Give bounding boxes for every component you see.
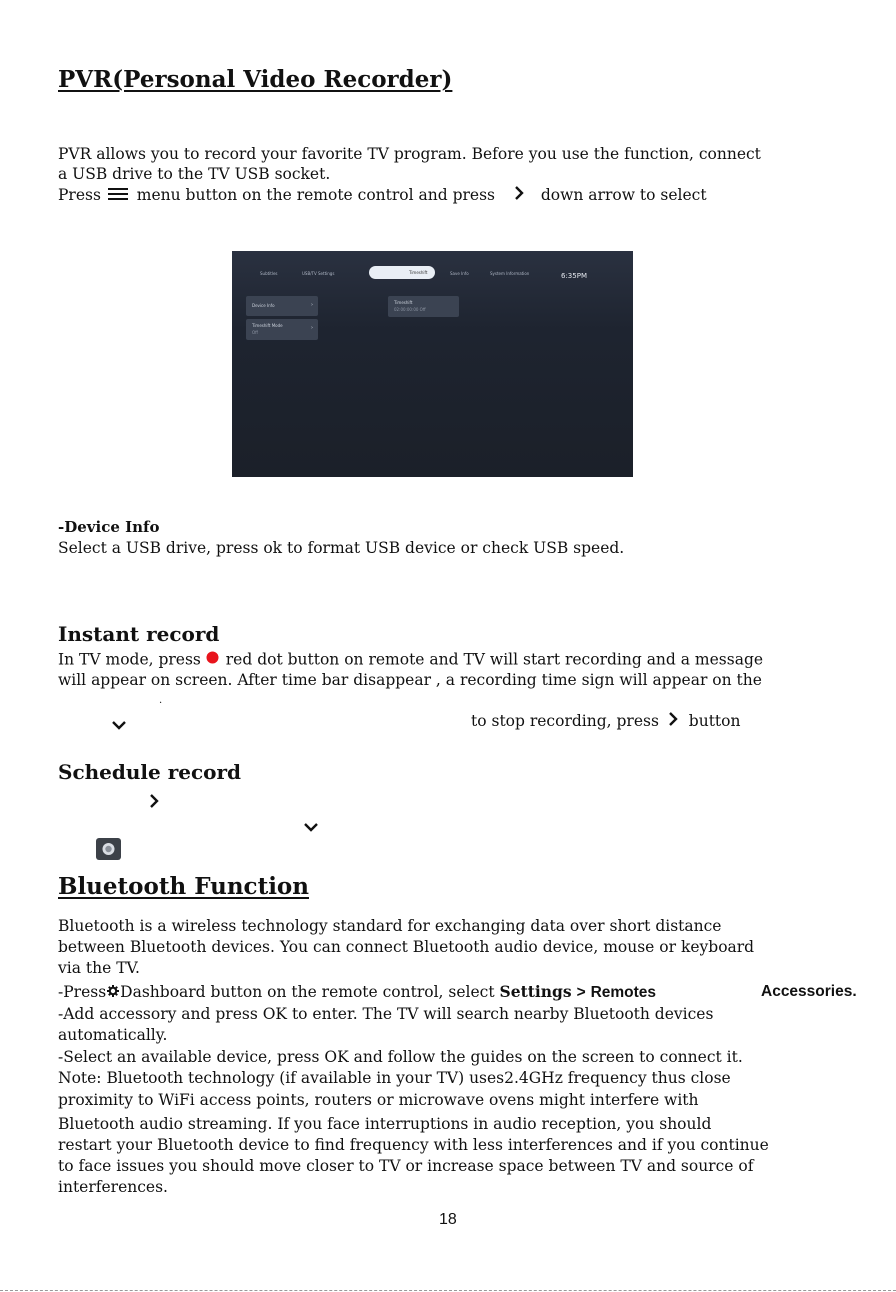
instant-record-text: red dot button on remote and TV will start recording and a message: [225, 650, 764, 669]
tv-screenshot: [232, 251, 633, 477]
instant-record-heading: Instant record: [58, 622, 220, 646]
settings-label: Settings: [499, 982, 572, 1001]
device-info-heading: -Device Info: [58, 518, 160, 536]
tv-card-label: Timeshift: [394, 300, 413, 305]
bluetooth-line: restart your Bluetooth device to find frequency with less interferences and if you continue: [58, 1136, 769, 1154]
bluetooth-line: via the TV.: [58, 959, 140, 977]
device-info-text: Select a USB drive, press ok to format USB device or check USB speed.: [58, 539, 625, 557]
pvr-title: PVR(Personal Video Recorder): [58, 66, 453, 93]
bluetooth-title: Bluetooth Function: [58, 873, 309, 900]
instant-record-line: [471, 711, 740, 733]
tv-tab: System Information: [490, 271, 530, 276]
bluetooth-line: between Bluetooth devices. You can connect Bluetooth audio device, mouse or keyboard: [58, 938, 755, 956]
instant-record-line: will appear on screen. After time bar disappear , a recording time sign will appear on the: [58, 671, 762, 689]
tv-card-label: Timeshift Mode: [252, 323, 283, 328]
tv-tab-label: Timeshift: [409, 270, 428, 275]
tv-card-chevron-icon: ›: [311, 302, 313, 308]
chevron-down-icon: [111, 716, 127, 735]
chevron-right-icon: [514, 185, 524, 207]
tv-tab: USB/TV Settings: [302, 271, 335, 276]
press-text: Press: [58, 186, 101, 204]
pvr-paragraph-line: [58, 185, 707, 207]
tv-tab: Subtitles: [260, 271, 278, 276]
schedule-record-heading: Schedule record: [58, 760, 241, 784]
accessories-label: Accessories.: [761, 983, 857, 1000]
bluetooth-line: [58, 981, 656, 1005]
stop-recording-text: to stop recording, press: [471, 712, 659, 730]
bluetooth-line: Bluetooth audio streaming. If you face interruptions in audio reception, you should: [58, 1115, 712, 1133]
bluetooth-line: Note: Bluetooth technology (if available in your TV) uses2.4GHz frequency thus close: [58, 1069, 731, 1087]
record-button-icon: [96, 838, 121, 864]
chevron-right-icon: [149, 793, 159, 813]
tv-card-value: Off: [252, 330, 258, 335]
button-text: button: [688, 712, 741, 730]
tv-card-label: Device Info: [252, 303, 275, 308]
bluetooth-line: -Select an available device, press OK and follow the guides on the screen to connect it.: [58, 1048, 743, 1066]
bluetooth-line: Bluetooth is a wireless technology standard for exchanging data over short distance: [58, 917, 722, 935]
chevron-down-icon: [303, 818, 319, 837]
bluetooth-line: interferences.: [58, 1178, 168, 1196]
select-text: down arrow to select: [540, 186, 707, 204]
page-number: 18: [439, 1211, 457, 1228]
tv-card-value: 02:00:00:00 Off: [394, 307, 426, 312]
bluetooth-line: to face issues you should move closer to TV or increase space between TV and source of: [58, 1157, 754, 1175]
gear-icon: [107, 982, 119, 1003]
bluetooth-line: automatically.: [58, 1026, 168, 1044]
pvr-paragraph-line: a USB drive to the TV USB socket.: [58, 165, 331, 183]
bluetooth-line: -Add accessory and press OK to enter. The TV will search nearby Bluetooth devices: [58, 1005, 714, 1023]
record-dot-icon: [206, 649, 219, 670]
bluetooth-line: proximity to WiFi access points, routers or microwave ovens might interfere with: [58, 1091, 699, 1109]
tv-clock: 6:35PM: [561, 272, 587, 280]
footer-divider: [0, 1290, 896, 1291]
menu-text: menu button on the remote control and press: [136, 186, 495, 204]
instant-record-text: In TV mode, press: [58, 650, 201, 669]
remotes-label: Remotes: [590, 984, 657, 1001]
tv-tab: Save Info: [450, 271, 469, 276]
stray-dot: .: [159, 695, 163, 706]
pvr-paragraph-line: PVR allows you to record your favorite TV program. Before you use the function, connect: [58, 145, 761, 163]
press-text: -Press: [58, 983, 107, 1001]
chevron-right-icon: [668, 711, 678, 733]
breadcrumb-separator: >: [576, 984, 586, 1001]
menu-icon: [108, 186, 128, 207]
instant-record-line: [58, 649, 763, 672]
dashboard-text: Dashboard button on the remote control, select: [120, 983, 495, 1001]
tv-card-chevron-icon: ›: [311, 325, 313, 331]
